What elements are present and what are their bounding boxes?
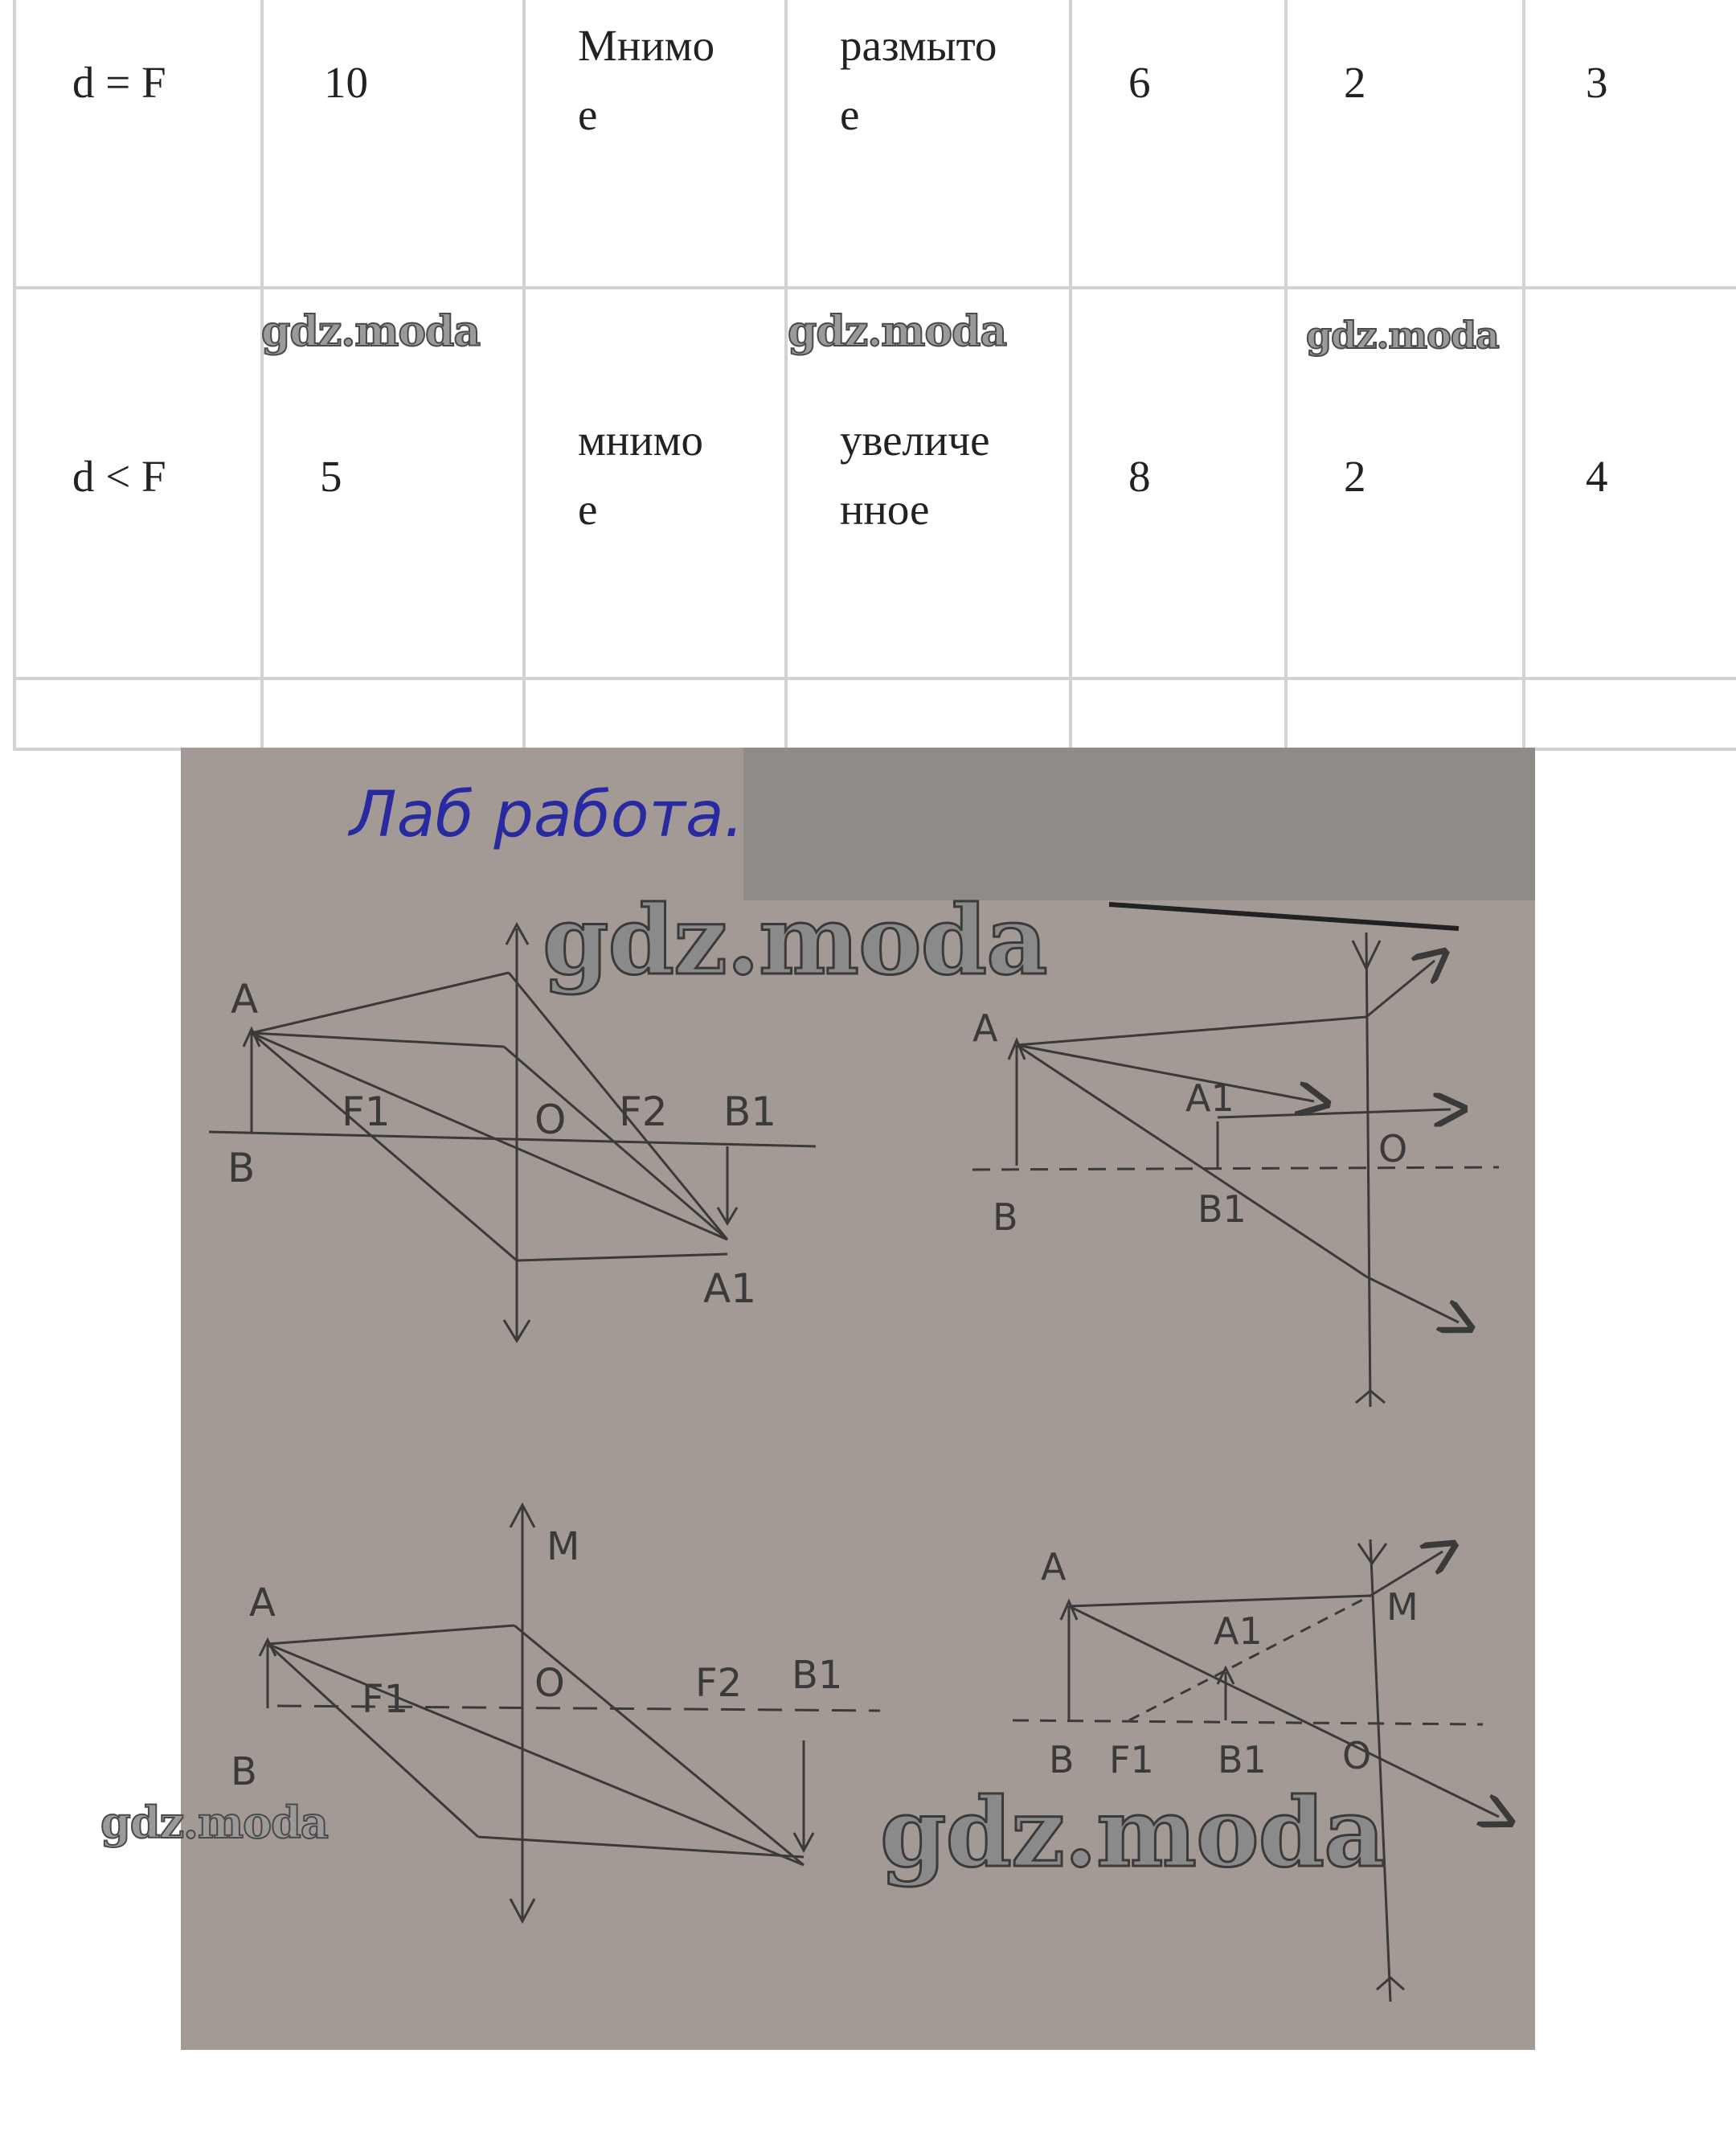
table-cell bbox=[1524, 288, 1736, 678]
watermark: gdz.moda bbox=[788, 307, 1007, 356]
label-f2: F2 bbox=[619, 1088, 668, 1135]
label-a1: A1 bbox=[703, 1265, 757, 1312]
label-f2: F2 bbox=[695, 1661, 743, 1706]
label-a: A bbox=[249, 1580, 276, 1625]
ray bbox=[252, 1033, 504, 1047]
cell-text: Мнимо е bbox=[578, 21, 715, 139]
table-cell bbox=[524, 0, 786, 288]
label-o: O bbox=[534, 1661, 565, 1706]
cell-text: 5 bbox=[320, 452, 342, 501]
ray bbox=[252, 973, 509, 1033]
cell-text: 4 bbox=[1586, 452, 1608, 501]
table-cell bbox=[14, 288, 262, 678]
label-b: B bbox=[1049, 1738, 1075, 1781]
cell-text: 10 bbox=[324, 58, 368, 107]
label-b: B bbox=[993, 1195, 1018, 1239]
ray bbox=[252, 1033, 727, 1240]
watermark: gdz.moda bbox=[1306, 314, 1499, 357]
label-a: A bbox=[1041, 1545, 1067, 1588]
watermark: gdz.moda bbox=[100, 1797, 328, 1848]
label-a: A bbox=[972, 1006, 998, 1050]
table-cell bbox=[524, 288, 786, 678]
cell-text: увеличе нное bbox=[840, 416, 990, 534]
edge-line bbox=[1109, 904, 1459, 928]
table-cell bbox=[786, 678, 1071, 749]
table-cell bbox=[262, 0, 524, 288]
table-cell bbox=[262, 678, 524, 749]
table-cell bbox=[786, 0, 1071, 288]
table-cell bbox=[1524, 678, 1736, 749]
results-table-section bbox=[0, 0, 1736, 752]
results-table bbox=[13, 0, 1736, 751]
label-a: A bbox=[231, 976, 259, 1023]
ray bbox=[517, 1254, 727, 1261]
photo-shadow-area bbox=[743, 748, 1535, 900]
label-f1: F1 bbox=[362, 1677, 409, 1722]
cell-text: 3 bbox=[1586, 58, 1608, 107]
label-o: O bbox=[1342, 1734, 1372, 1777]
table-cell bbox=[1286, 0, 1524, 288]
table-row bbox=[14, 678, 1736, 749]
table-row bbox=[14, 0, 1736, 288]
ray bbox=[1069, 1596, 1370, 1606]
table-cell bbox=[524, 678, 786, 749]
table-cell bbox=[1071, 678, 1286, 749]
optical-axis bbox=[972, 1167, 1499, 1170]
label-f1: F1 bbox=[1109, 1738, 1154, 1781]
table-cell bbox=[1286, 678, 1524, 749]
watermark: gdz.moda bbox=[261, 307, 481, 356]
watermark: gdz.moda bbox=[542, 884, 1047, 996]
label-f1: F1 bbox=[342, 1088, 391, 1135]
lens-line bbox=[1366, 933, 1370, 1407]
ray bbox=[1218, 1109, 1451, 1117]
label-b1: B1 bbox=[1218, 1738, 1267, 1781]
cell-text: d < F bbox=[72, 452, 166, 501]
cell-text: d = F bbox=[72, 58, 166, 107]
label-b: B bbox=[227, 1145, 256, 1191]
label-b: B bbox=[231, 1749, 257, 1794]
table-cell bbox=[14, 0, 262, 288]
cell-text: мнимо е bbox=[578, 416, 703, 534]
ray bbox=[1366, 961, 1435, 1017]
cell-text: 2 bbox=[1344, 58, 1366, 107]
table-cell bbox=[1071, 0, 1286, 288]
cell-text: 8 bbox=[1128, 452, 1151, 501]
table-cell bbox=[1524, 0, 1736, 288]
label-b1: B1 bbox=[792, 1653, 843, 1698]
table-cell bbox=[14, 678, 262, 749]
label-o: O bbox=[1378, 1127, 1408, 1170]
label-b1: B1 bbox=[723, 1088, 777, 1135]
label-o: O bbox=[534, 1097, 567, 1143]
ray bbox=[252, 1033, 517, 1261]
cell-text: 6 bbox=[1128, 58, 1151, 107]
ray bbox=[268, 1625, 514, 1644]
diagram-2 bbox=[972, 933, 1499, 1407]
ray bbox=[1017, 1017, 1366, 1045]
watermark: gdz.moda bbox=[880, 1777, 1385, 1888]
ray bbox=[478, 1837, 804, 1857]
label-m: M bbox=[547, 1524, 580, 1569]
optical-axis bbox=[1013, 1720, 1483, 1724]
ray bbox=[1366, 1277, 1459, 1322]
cell-text: размыто е bbox=[840, 21, 997, 139]
label-b1: B1 bbox=[1198, 1187, 1247, 1231]
cell-text: 2 bbox=[1344, 452, 1366, 501]
label-a1: A1 bbox=[1185, 1076, 1234, 1120]
table-cell bbox=[1071, 288, 1286, 678]
label-m: M bbox=[1386, 1585, 1419, 1629]
label-a1: A1 bbox=[1214, 1609, 1263, 1653]
photo-title: Лаб работа. bbox=[350, 779, 744, 851]
